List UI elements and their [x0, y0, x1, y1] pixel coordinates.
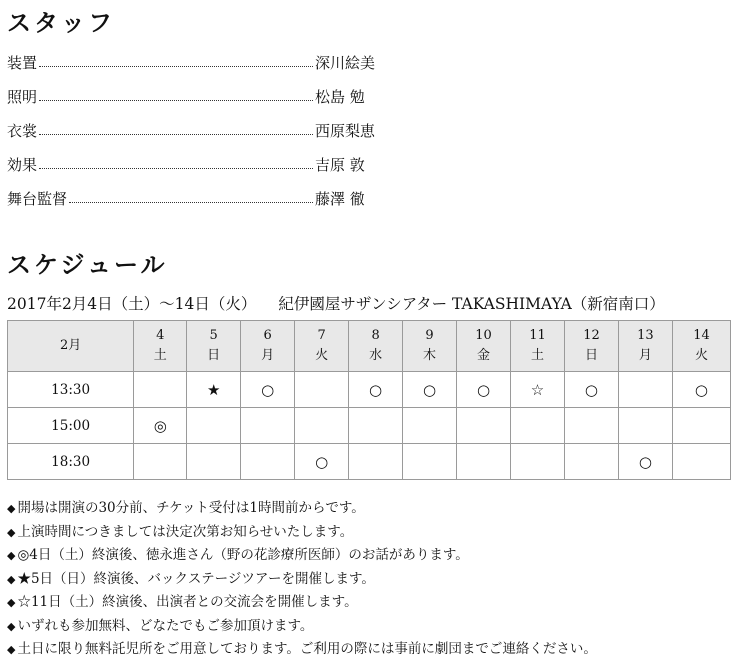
staff-row [7, 85, 387, 107]
performance-cell [618, 372, 672, 408]
schedule-table [7, 320, 731, 480]
performance-cell [457, 444, 511, 480]
diamond-bullet-icon: ◆ [7, 596, 16, 609]
performance-cell [241, 444, 295, 480]
diamond-bullet-icon: ◆ [7, 643, 16, 656]
diamond-bullet-icon: ◆ [7, 502, 16, 515]
day-date: 8 [371, 328, 380, 343]
performance-cell: ○ [295, 444, 349, 480]
dotted-leader [39, 66, 313, 67]
day-weekday: 木 [423, 348, 437, 363]
staff-name: 藤澤 徹 [315, 190, 365, 208]
day-date: 7 [317, 328, 326, 343]
performance-cell [511, 444, 565, 480]
performance-cell [187, 408, 241, 444]
staff-row [7, 51, 387, 73]
day-header [511, 321, 565, 372]
performance-cell: ○ [564, 372, 618, 408]
performance-cell: ☆ [511, 372, 565, 408]
schedule-period: 2017年2月4日（土）～14日（火） [7, 295, 257, 313]
note-item [7, 591, 597, 615]
day-date: 4 [156, 328, 165, 343]
performance-cell [564, 408, 618, 444]
time-cell: 15:00 [8, 408, 134, 444]
schedule-heading: スケジュール [7, 250, 168, 279]
performance-cell [457, 408, 511, 444]
day-header [134, 321, 187, 372]
performance-cell [403, 444, 457, 480]
schedule-header-row [8, 321, 731, 372]
schedule-period-line [7, 292, 665, 314]
schedule-row [8, 372, 731, 408]
performance-cell: ○ [618, 444, 672, 480]
diamond-bullet-icon: ◆ [7, 525, 16, 539]
notes-list [7, 497, 597, 662]
staff-name: 深川絵美 [315, 54, 376, 72]
staff-role: 照明 [7, 88, 38, 106]
performance-cell: ★ [187, 372, 241, 408]
performance-cell [403, 408, 457, 444]
day-header [564, 321, 618, 372]
day-weekday: 水 [369, 348, 383, 363]
diamond-bullet-icon: ◆ [7, 619, 16, 633]
performance-cell [672, 408, 730, 444]
staff-role: 効果 [7, 156, 38, 174]
performance-cell [295, 408, 349, 444]
day-date: 6 [263, 328, 272, 343]
staff-heading: スタッフ [7, 8, 115, 37]
day-header [187, 321, 241, 372]
note-text: ★5日（日）終演後、バックステージツアーを開催します。 [17, 570, 375, 587]
note-item [7, 638, 597, 662]
note-item [7, 497, 597, 521]
month-header: 2月 [8, 321, 134, 372]
dotted-leader [69, 202, 313, 203]
performance-cell [187, 444, 241, 480]
performance-cell [349, 444, 403, 480]
day-weekday: 日 [584, 348, 598, 363]
performance-cell [295, 372, 349, 408]
day-date: 14 [693, 328, 710, 343]
day-date: 13 [637, 328, 654, 343]
dotted-leader [39, 100, 313, 101]
day-date: 11 [529, 328, 546, 343]
performance-cell [241, 408, 295, 444]
performance-cell [349, 408, 403, 444]
staff-row [7, 153, 387, 175]
dotted-leader [39, 168, 313, 169]
staff-row [7, 119, 387, 141]
day-weekday: 土 [530, 348, 544, 363]
staff-name: 吉原 敦 [315, 156, 365, 174]
day-weekday: 金 [477, 348, 491, 363]
performance-cell: ○ [672, 372, 730, 408]
staff-row [7, 187, 387, 209]
performance-cell [564, 444, 618, 480]
day-date: 12 [583, 328, 600, 343]
performance-cell: ○ [349, 372, 403, 408]
day-header [295, 321, 349, 372]
day-weekday: 日 [207, 348, 221, 363]
day-header [672, 321, 730, 372]
schedule-row [8, 408, 731, 444]
note-item [7, 568, 597, 592]
day-date: 9 [425, 328, 434, 343]
schedule-row [8, 444, 731, 480]
performance-cell [134, 444, 187, 480]
day-weekday: 月 [261, 348, 275, 363]
note-text: 開場は開演の30分前、チケット受付は1時間前からです。 [17, 500, 365, 516]
day-date: 10 [475, 328, 492, 343]
performance-cell: ◎ [134, 408, 187, 444]
note-text: いずれも参加無料、どなたでもご参加頂けます。 [17, 617, 314, 634]
day-date: 5 [209, 328, 218, 343]
time-cell: 18:30 [8, 444, 134, 480]
day-header [349, 321, 403, 372]
staff-role: 衣裳 [7, 122, 38, 140]
schedule-venue: 紀伊國屋サザンシアター TAKASHIMAYA（新宿南口） [278, 295, 665, 313]
day-header [457, 321, 511, 372]
time-cell: 13:30 [8, 372, 134, 408]
staff-role: 装置 [7, 54, 38, 72]
note-text: 土日に限り無料託児所をご用意しております。ご利用の際には事前に劇団までご連絡ください。 [17, 641, 597, 657]
performance-cell [511, 408, 565, 444]
note-text: ☆11日（土）終演後、出演者との交流会を開催します。 [17, 594, 358, 610]
staff-name: 松島 勉 [315, 88, 365, 106]
day-header [403, 321, 457, 372]
day-header [241, 321, 295, 372]
performance-cell [134, 372, 187, 408]
day-weekday: 火 [315, 348, 329, 363]
performance-cell: ○ [457, 372, 511, 408]
performance-cell [618, 408, 672, 444]
note-item [7, 521, 597, 545]
staff-name: 西原梨恵 [315, 122, 376, 140]
note-text: 上演時間につきましては決定次第お知らせいたします。 [17, 523, 354, 540]
day-weekday: 土 [153, 348, 167, 363]
performance-cell [672, 444, 730, 480]
performance-cell: ○ [241, 372, 295, 408]
day-header [618, 321, 672, 372]
staff-role: 舞台監督 [7, 190, 68, 208]
note-item [7, 615, 597, 639]
note-text: ◎4日（土）終演後、徳永進さん（野の花診療所医師）のお話があります。 [17, 547, 469, 563]
diamond-bullet-icon: ◆ [7, 549, 16, 562]
note-item [7, 544, 597, 568]
dotted-leader [39, 134, 313, 135]
day-weekday: 火 [694, 348, 708, 363]
diamond-bullet-icon: ◆ [7, 572, 16, 586]
day-weekday: 月 [638, 348, 652, 363]
performance-cell: ○ [403, 372, 457, 408]
